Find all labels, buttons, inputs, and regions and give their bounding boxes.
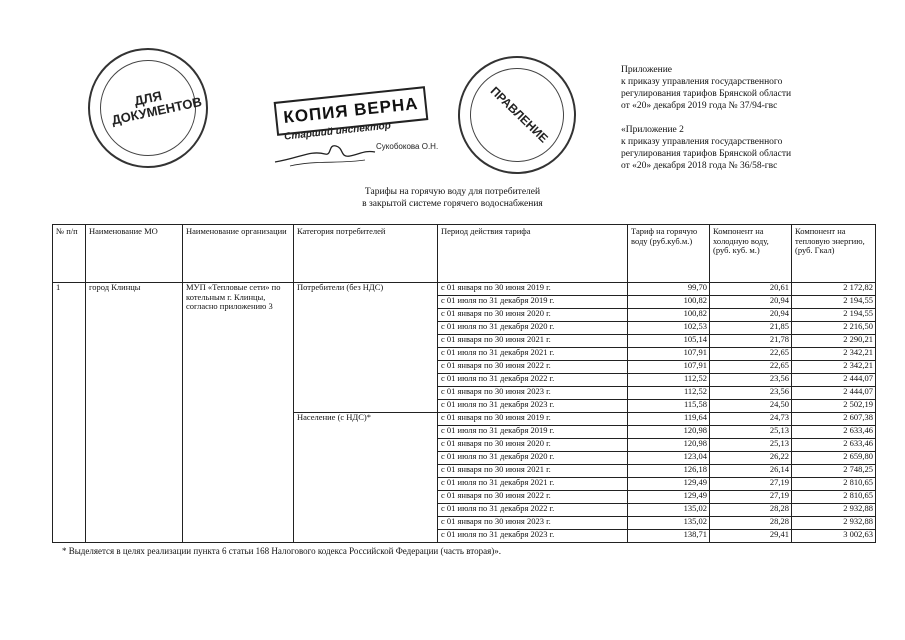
- header-line: к приказу управления государственного: [621, 77, 783, 87]
- cell-cold: 22,65: [710, 348, 792, 361]
- cell-cold: 26,22: [710, 452, 792, 465]
- cell-period: с 01 июля по 31 декабря 2021 г.: [438, 478, 628, 491]
- cell-period: с 01 июля по 31 декабря 2023 г.: [438, 400, 628, 413]
- cell-period: с 01 января по 30 июня 2022 г.: [438, 491, 628, 504]
- cell-period: с 01 июля по 31 декабря 2019 г.: [438, 296, 628, 309]
- tariff-table: [52, 224, 876, 543]
- header-line: регулирования тарифов Брянской области: [621, 149, 792, 159]
- cell-period: с 01 января по 30 июня 2020 г.: [438, 309, 628, 322]
- cell-tariff: 135,02: [628, 517, 710, 530]
- cell-tariff: 129,49: [628, 491, 710, 504]
- cell-heat: 2 342,21: [792, 361, 876, 374]
- cell-category: Население (с НДС)*: [294, 413, 438, 543]
- cell-heat: 2 444,07: [792, 387, 876, 400]
- cell-heat: 2 502,19: [792, 400, 876, 413]
- tariff-table-body: [53, 283, 876, 543]
- cell-period: с 01 июля по 31 декабря 2022 г.: [438, 504, 628, 517]
- cell-period: с 01 января по 30 июня 2023 г.: [438, 387, 628, 400]
- cell-tariff: 129,49: [628, 478, 710, 491]
- cell-period: с 01 января по 30 июня 2023 г.: [438, 517, 628, 530]
- cell-heat: 2 194,55: [792, 309, 876, 322]
- cell-cold: 26,14: [710, 465, 792, 478]
- cell-cold: 21,78: [710, 335, 792, 348]
- header-org: Наименование организации: [183, 225, 294, 283]
- cell-period: с 01 января по 30 июня 2022 г.: [438, 361, 628, 374]
- cell-cold: 21,85: [710, 322, 792, 335]
- cell-cold: 20,94: [710, 296, 792, 309]
- cell-mo: город Клинцы: [86, 283, 183, 543]
- cell-org: МУП «Тепловые сети» по котельным г. Клинцы, согласно приложению 3: [183, 283, 294, 543]
- cell-period: с 01 июля по 31 декабря 2023 г.: [438, 530, 628, 543]
- cell-num: 1: [53, 283, 86, 543]
- cell-tariff: 123,04: [628, 452, 710, 465]
- title-line: в закрытой системе горячего водоснабжения: [362, 199, 543, 209]
- cell-tariff: 99,70: [628, 283, 710, 296]
- header-line: к приказу управления государственного: [621, 137, 783, 147]
- header-line: Приложение: [621, 65, 672, 75]
- title-line: Тарифы на горячую воду для потребителей: [364, 187, 541, 197]
- cell-heat: 2 748,25: [792, 465, 876, 478]
- cell-cold: 29,41: [710, 530, 792, 543]
- cell-tariff: 135,02: [628, 504, 710, 517]
- cell-heat: 2 810,65: [792, 491, 876, 504]
- header-tariff: Тариф на горячую воду (руб.куб.м.): [628, 225, 710, 283]
- cell-tariff: 120,98: [628, 439, 710, 452]
- header-mo: Наименование МО: [86, 225, 183, 283]
- cell-heat: 2 290,21: [792, 335, 876, 348]
- cell-period: с 01 января по 30 июня 2021 г.: [438, 335, 628, 348]
- cell-tariff: 102,53: [628, 322, 710, 335]
- header-num: № п/п: [53, 225, 86, 283]
- cell-tariff: 112,52: [628, 374, 710, 387]
- cell-heat: 2 932,88: [792, 517, 876, 530]
- appendix-header: [621, 64, 791, 172]
- cell-cold: 23,56: [710, 374, 792, 387]
- header-line: от «20» декабря 2018 года № 36/58-гвс: [621, 161, 778, 171]
- cell-cold: 25,13: [710, 439, 792, 452]
- cell-cold: 27,19: [710, 491, 792, 504]
- cell-heat: 2 172,82: [792, 283, 876, 296]
- cell-tariff: 100,82: [628, 309, 710, 322]
- cell-cold: 24,73: [710, 413, 792, 426]
- cell-cold: 22,65: [710, 361, 792, 374]
- cell-cold: 25,13: [710, 426, 792, 439]
- header-heat-component: Компонент на тепловую энергию, (руб. Гкал): [792, 225, 876, 283]
- cell-tariff: 107,91: [628, 348, 710, 361]
- cell-heat: 2 810,65: [792, 478, 876, 491]
- copy-verified-stamp: КОПИЯ ВЕРНА: [274, 86, 429, 136]
- header-cold-component: Компонент на холодную воду, (руб. куб. м.): [710, 225, 792, 283]
- header-line: от «20» декабря 2019 года № 37/94-гвс: [621, 101, 778, 111]
- cell-period: с 01 июля по 31 декабря 2021 г.: [438, 348, 628, 361]
- cell-heat: 2 444,07: [792, 374, 876, 387]
- cell-period: с 01 января по 30 июня 2019 г.: [438, 283, 628, 296]
- cell-tariff: 115,58: [628, 400, 710, 413]
- cell-tariff: 105,14: [628, 335, 710, 348]
- table-row: [53, 283, 876, 296]
- cell-heat: 2 607,38: [792, 413, 876, 426]
- header-line: регулирования тарифов Брянской области: [621, 89, 792, 99]
- cell-tariff: 138,71: [628, 530, 710, 543]
- cell-tariff: 120,98: [628, 426, 710, 439]
- cell-heat: 2 633,46: [792, 426, 876, 439]
- document-title: [0, 186, 905, 210]
- round-stamp-board-text: ПРАВЛЕНИЕ: [487, 83, 551, 146]
- cell-tariff: 112,52: [628, 387, 710, 400]
- cell-tariff: 100,82: [628, 296, 710, 309]
- cell-heat: 2 633,46: [792, 439, 876, 452]
- round-stamp-documents-text: ДЛЯ ДОКУМЕНТОВ: [110, 88, 204, 128]
- cell-heat: 2 932,88: [792, 504, 876, 517]
- cell-period: с 01 июля по 31 декабря 2019 г.: [438, 426, 628, 439]
- copy-stamp-position: Старший инспектор: [283, 120, 392, 143]
- cell-period: с 01 января по 30 июня 2021 г.: [438, 465, 628, 478]
- cell-tariff: 107,91: [628, 361, 710, 374]
- cell-heat: 2 342,21: [792, 348, 876, 361]
- cell-cold: 23,56: [710, 387, 792, 400]
- header-line: «Приложение 2: [621, 125, 684, 135]
- cell-cold: 27,19: [710, 478, 792, 491]
- cell-heat: 2 194,55: [792, 296, 876, 309]
- cell-cold: 24,50: [710, 400, 792, 413]
- header-period: Период действия тарифа: [438, 225, 628, 283]
- round-stamp-board: [443, 41, 592, 190]
- header-category: Категория потребителей: [294, 225, 438, 283]
- copy-stamp-signer-name: Сукобокова О.Н.: [376, 142, 439, 151]
- cell-category: Потребители (без НДС): [294, 283, 438, 413]
- table-header-row: [53, 225, 876, 283]
- cell-heat: 3 002,63: [792, 530, 876, 543]
- cell-heat: 2 216,50: [792, 322, 876, 335]
- cell-period: с 01 июля по 31 декабря 2022 г.: [438, 374, 628, 387]
- cell-tariff: 126,18: [628, 465, 710, 478]
- signature-scribble: [270, 130, 380, 170]
- cell-cold: 28,28: [710, 504, 792, 517]
- round-stamp-documents: [77, 37, 219, 179]
- cell-period: с 01 января по 30 июня 2019 г.: [438, 413, 628, 426]
- cell-period: с 01 июля по 31 декабря 2020 г.: [438, 452, 628, 465]
- cell-tariff: 119,64: [628, 413, 710, 426]
- cell-period: с 01 января по 30 июня 2020 г.: [438, 439, 628, 452]
- footnote: * Выделяется в целях реализации пункта 6 статьи 168 Налогового кодекса Российской Федерации (часть вторая)».: [62, 546, 501, 556]
- cell-cold: 28,28: [710, 517, 792, 530]
- cell-cold: 20,61: [710, 283, 792, 296]
- cell-cold: 20,94: [710, 309, 792, 322]
- cell-heat: 2 659,80: [792, 452, 876, 465]
- cell-period: с 01 июля по 31 декабря 2020 г.: [438, 322, 628, 335]
